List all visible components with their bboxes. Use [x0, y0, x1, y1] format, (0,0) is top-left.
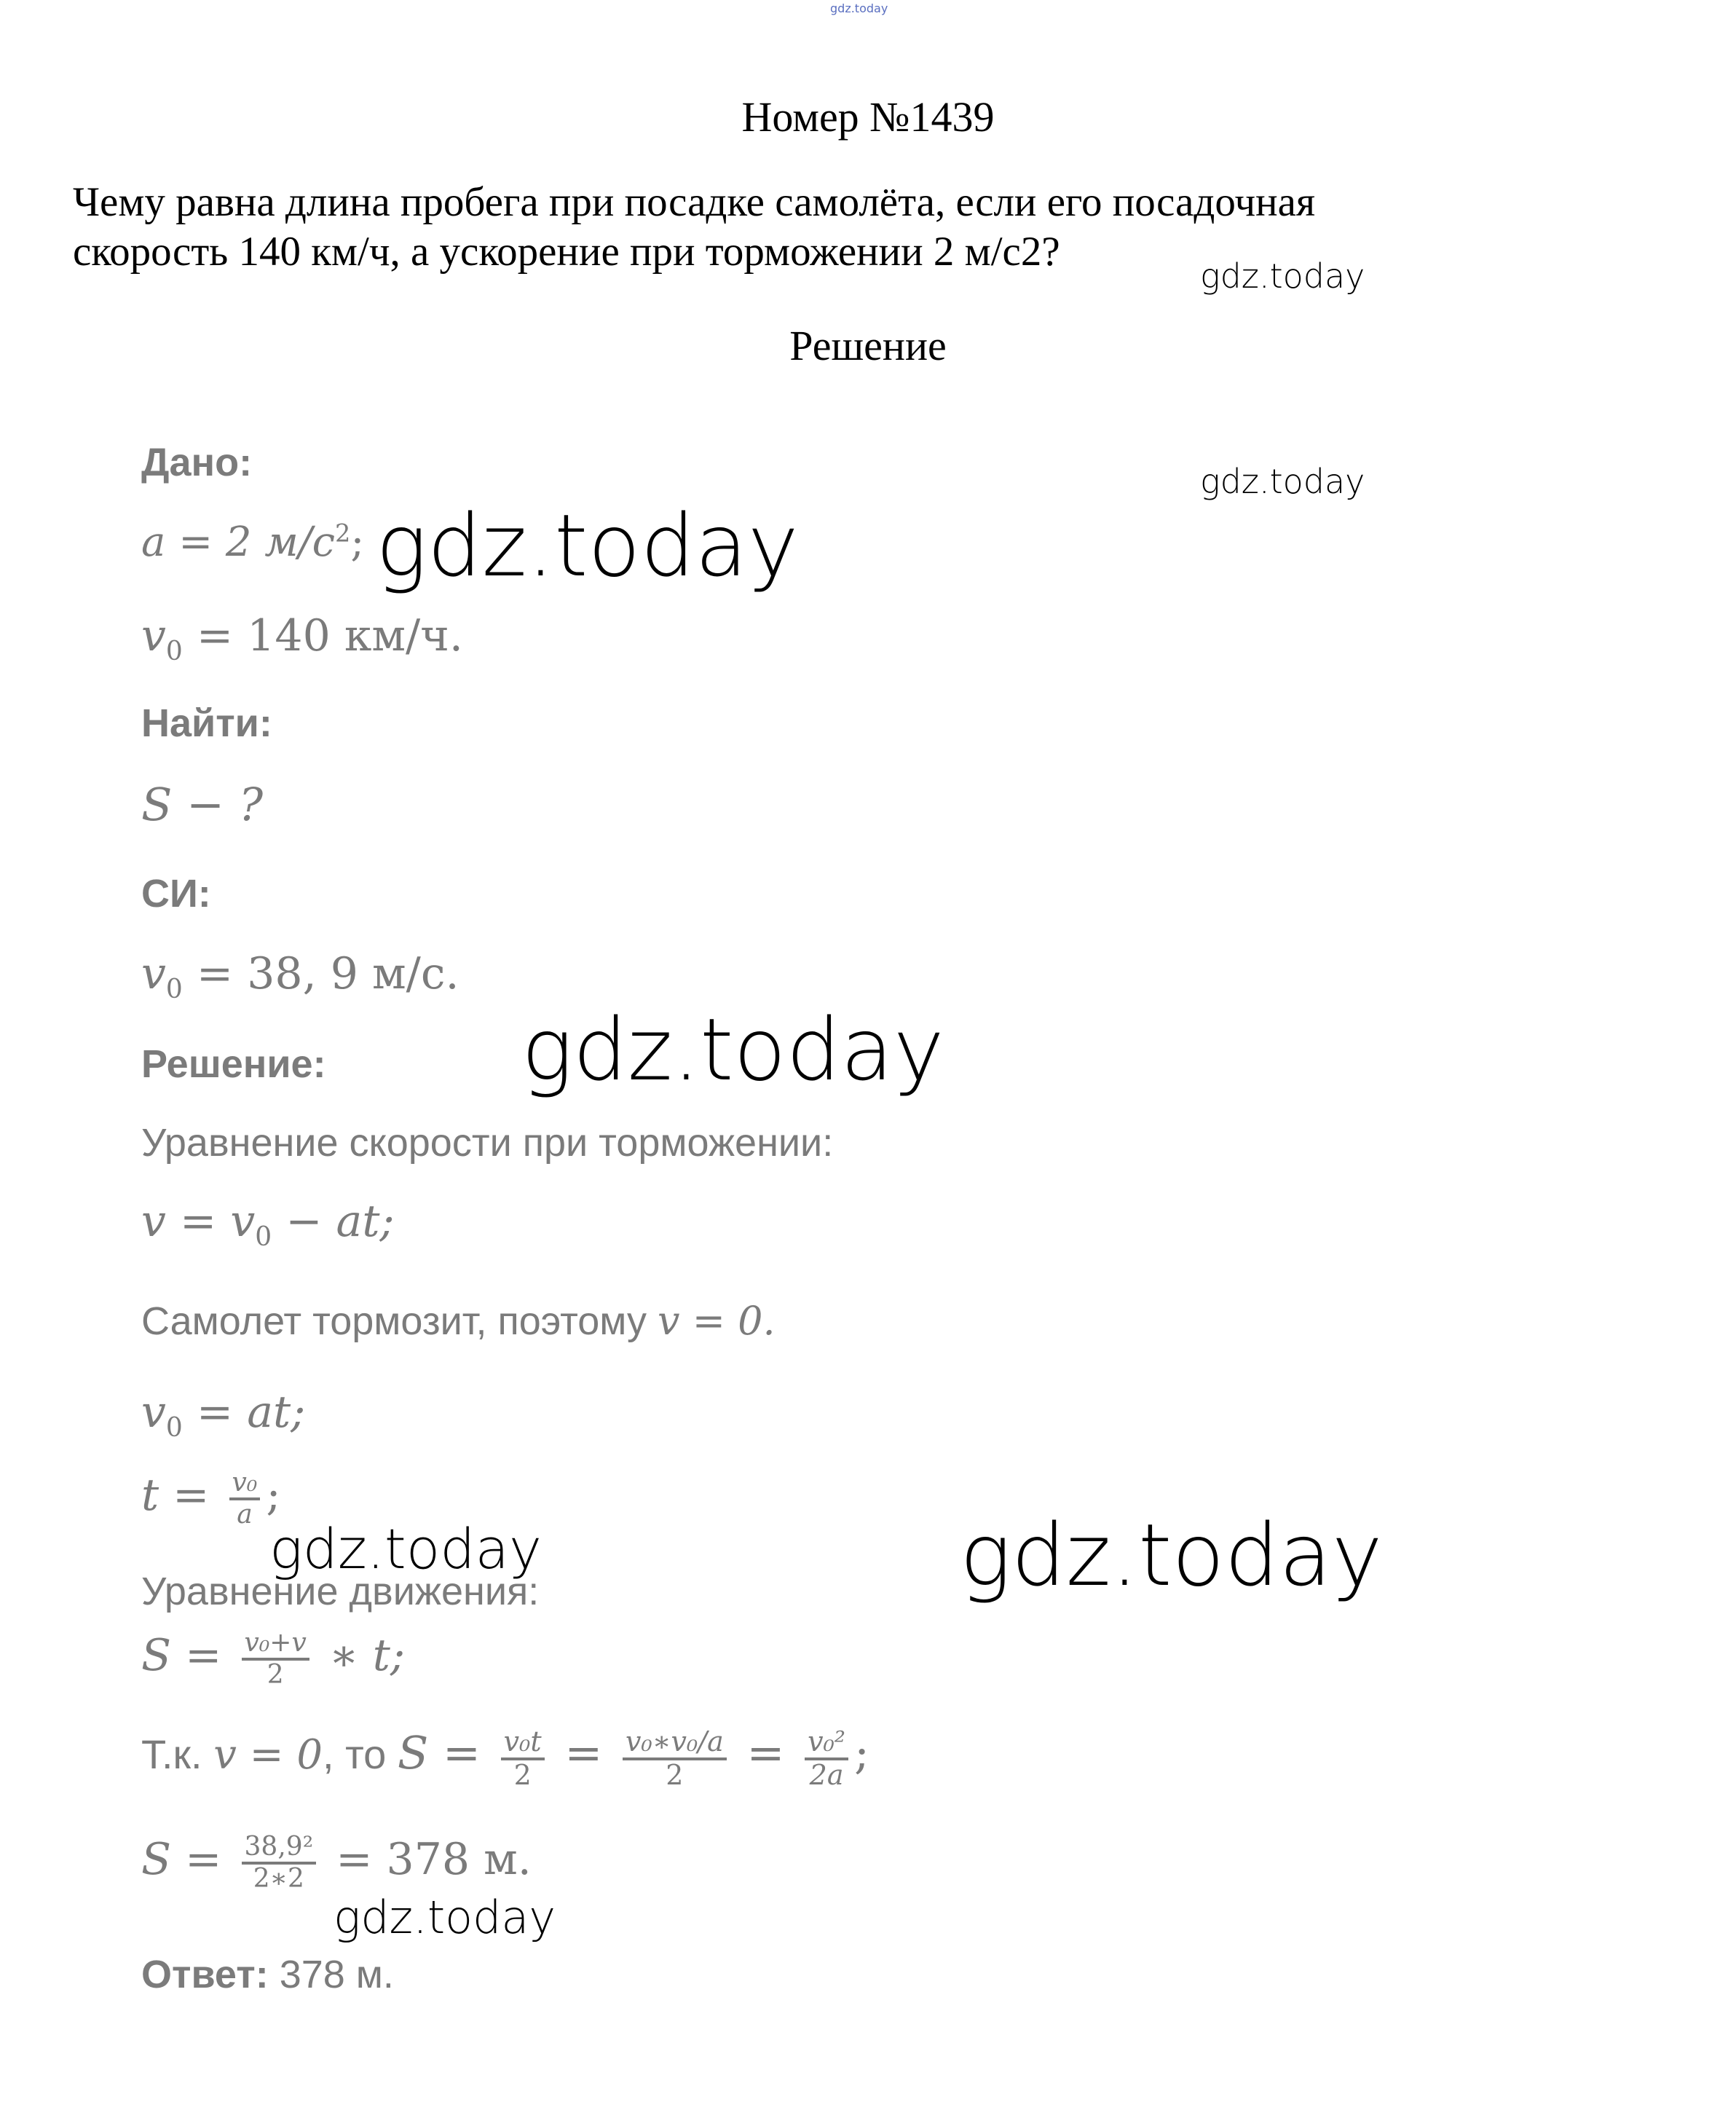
braking-line: [141, 1298, 776, 1344]
t-num: v₀: [232, 1468, 258, 1497]
watermark-large-2: gdz.today: [521, 999, 944, 1100]
v0-at-pre: v: [141, 1387, 166, 1438]
tk-v: v = 0: [213, 1731, 323, 1779]
t-den: a: [229, 1497, 261, 1530]
tk-eq1: =: [550, 1726, 618, 1779]
tk-fraction-1: [501, 1727, 545, 1791]
s-post: ∗ t;: [315, 1630, 406, 1682]
t-formula: [141, 1468, 281, 1529]
given-acceleration: [141, 519, 364, 566]
watermark-medium-2: gdz.today: [334, 1891, 556, 1944]
top-watermark: gdz.today: [830, 1, 888, 15]
s-formula: [141, 1629, 405, 1689]
eq-speed-formula: [141, 1196, 395, 1252]
braking-text: Самолет тормозит, поэтому: [141, 1299, 658, 1343]
result-formula: [141, 1833, 532, 1893]
s-den: 2: [242, 1658, 309, 1690]
v0-at-post: = at;: [182, 1387, 306, 1438]
v0-given-value: = 140 км/ч.: [182, 610, 463, 661]
v0-at-sub: 0: [165, 1413, 183, 1443]
eq-speed-post: − at;: [272, 1196, 395, 1247]
tk-line: [141, 1726, 869, 1791]
s-pre: S =: [141, 1630, 236, 1682]
si-speed: [141, 948, 459, 1004]
tk-fraction-2: [623, 1727, 727, 1791]
tk-f3-den: 2a: [805, 1757, 848, 1791]
t-fraction: [229, 1468, 261, 1529]
tk-f1-den: 2: [501, 1757, 545, 1791]
find-label: Найти:: [141, 701, 272, 745]
v0-at-formula: [141, 1387, 305, 1443]
tk-end: ;: [854, 1726, 869, 1779]
tk-f3-num: v₀²: [808, 1725, 846, 1758]
a-given-end: ;: [350, 519, 365, 566]
s-num: v₀+v: [244, 1628, 307, 1658]
tk-f2-den: 2: [623, 1757, 727, 1791]
find-value: S − ?: [141, 778, 264, 831]
eq-motion-text: Уравнение движения:: [141, 1570, 540, 1613]
v0-given-sub: 0: [165, 637, 183, 666]
a-given-sup: 2: [335, 519, 351, 548]
eq-speed-sub: 0: [255, 1222, 272, 1252]
tk-eq2: =: [732, 1726, 800, 1779]
v0-si-symbol: v: [141, 948, 166, 999]
watermark-small-1: gdz.today: [1200, 256, 1365, 296]
t-pre: t =: [141, 1470, 224, 1522]
eq-speed-pre: v = v: [141, 1196, 256, 1247]
problem-line-1: Чему равна длина пробега при посадке самолёта, если его посадочная: [73, 179, 1316, 225]
page-title: Номер №1439: [741, 93, 995, 141]
braking-formula: v = 0.: [658, 1298, 776, 1344]
answer-label: Ответ:: [141, 1953, 269, 1996]
result-pre: S =: [141, 1834, 236, 1886]
tk-s: S =: [397, 1726, 495, 1779]
given-label: Дано:: [141, 441, 253, 484]
answer-line: [141, 1952, 394, 1997]
solution-heading: Решение: [789, 322, 947, 369]
given-speed: [141, 610, 463, 666]
solution-label: Решение:: [141, 1042, 326, 1086]
v0-given-symbol: v: [141, 610, 166, 661]
watermark-medium-1: gdz.today: [269, 1516, 542, 1581]
v0-si-value: = 38, 9 м/с.: [182, 948, 459, 999]
watermark-large-3: gdz.today: [960, 1505, 1383, 1605]
tk-to: , то: [322, 1731, 398, 1777]
result-num: 38,9²: [244, 1832, 314, 1862]
a-given-text: a = 2 м/с: [141, 519, 335, 566]
eq-speed-text: Уравнение скорости при торможении:: [141, 1121, 834, 1165]
result-den: 2∗2: [242, 1862, 317, 1894]
tk-f1-num: v₀t: [503, 1725, 542, 1758]
tk-f2-num: v₀∗v₀/a: [626, 1725, 724, 1758]
watermark-small-2: gdz.today: [1200, 462, 1365, 501]
result-post: = 378 м.: [322, 1834, 532, 1886]
answer-value: 378 м.: [268, 1953, 394, 1996]
t-post: ;: [266, 1470, 281, 1522]
tk-text: Т.к.: [141, 1731, 214, 1777]
s-fraction: [242, 1629, 309, 1689]
problem-line-2: скорость 140 км/ч, а ускорение при торможении 2 м/с2?: [73, 229, 1060, 275]
watermark-large-1: gdz.today: [376, 495, 799, 596]
problem-statement: [73, 178, 1384, 277]
v0-si-sub: 0: [165, 975, 183, 1004]
si-label: СИ:: [141, 872, 211, 916]
tk-fraction-3: [805, 1727, 848, 1791]
result-fraction: [242, 1833, 317, 1893]
